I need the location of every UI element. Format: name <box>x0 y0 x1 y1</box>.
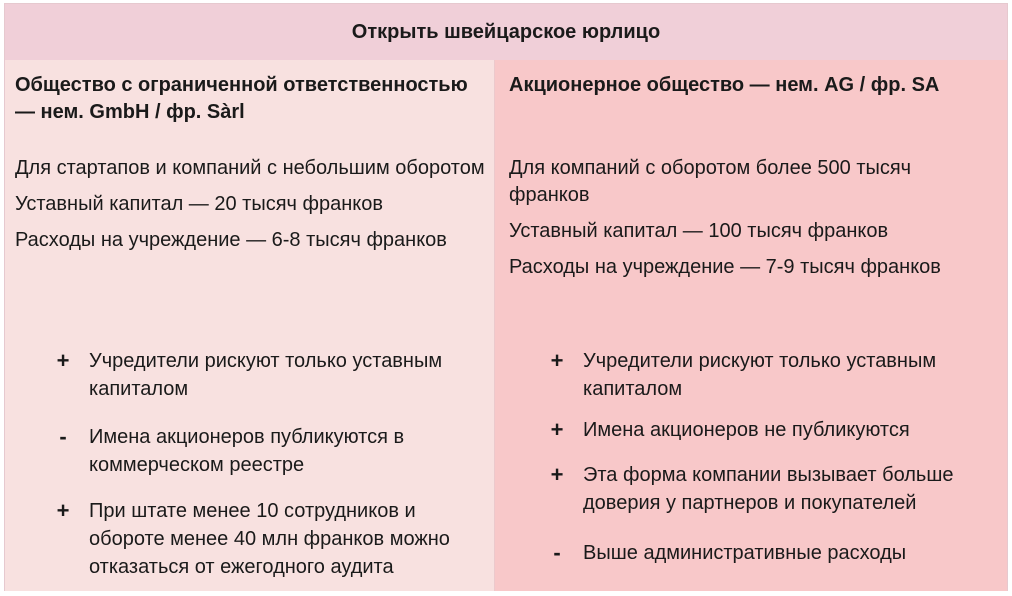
point-item <box>547 347 987 403</box>
column-ag <box>495 60 1007 591</box>
point-item <box>53 497 483 581</box>
table-header <box>5 4 1007 60</box>
plus-icon: + <box>550 417 564 442</box>
point-text: Имена акционеров публикуются в коммерческом реестре <box>89 426 405 476</box>
fact-item: Уставный капитал — 100 тысяч франков <box>509 220 889 242</box>
minus-icon: - <box>553 540 561 565</box>
plus-icon: + <box>550 462 564 487</box>
fact-item: Расходы на учреждение — 7-9 тысяч франков <box>509 256 941 278</box>
fact-item: Для стартапов и компаний с небольшим оборотом <box>15 157 485 179</box>
point-item <box>547 539 987 567</box>
table-title: Открыть швейцарское юрлицо <box>351 20 661 43</box>
fact-item: Для компаний с оборотом более 500 тысяч франков <box>509 157 912 206</box>
fact-item: Уставный капитал — 20 тысяч франков <box>15 193 383 215</box>
point-text: Выше административные расходы <box>583 542 907 564</box>
comparison-table <box>4 3 1008 591</box>
column-title-gmbh: Общество с ограниченной ответственностью — нем. GmbH / фр. Sàrl <box>15 74 468 123</box>
plus-icon: + <box>550 348 564 373</box>
plus-icon: + <box>56 498 70 523</box>
fact-item: Расходы на учреждение — 6-8 тысяч франков <box>15 229 447 251</box>
point-text: Эта форма компании вызывает больше доверия у партнеров и покупателей <box>583 464 954 514</box>
point-text: При штате менее 10 сотрудников и обороте менее 40 млн франков можно отказаться от ежегодного аудита <box>89 500 450 578</box>
point-text: Учредители рискуют только уставным капиталом <box>89 350 443 400</box>
point-item <box>547 416 987 444</box>
facts-gmbh <box>15 155 485 263</box>
point-text: Учредители рискуют только уставным капиталом <box>583 350 937 400</box>
column-title-ag: Акционерное общество — нем. AG / фр. SA <box>509 74 940 96</box>
column-gmbh <box>5 60 495 591</box>
point-item <box>547 461 987 517</box>
minus-icon: - <box>59 424 67 449</box>
points-gmbh <box>53 347 483 581</box>
point-text: Имена акционеров не публикуются <box>583 419 910 441</box>
plus-icon: + <box>56 348 70 373</box>
point-item <box>53 423 483 479</box>
points-ag <box>547 347 987 567</box>
point-item <box>53 347 483 403</box>
facts-ag <box>509 155 979 290</box>
